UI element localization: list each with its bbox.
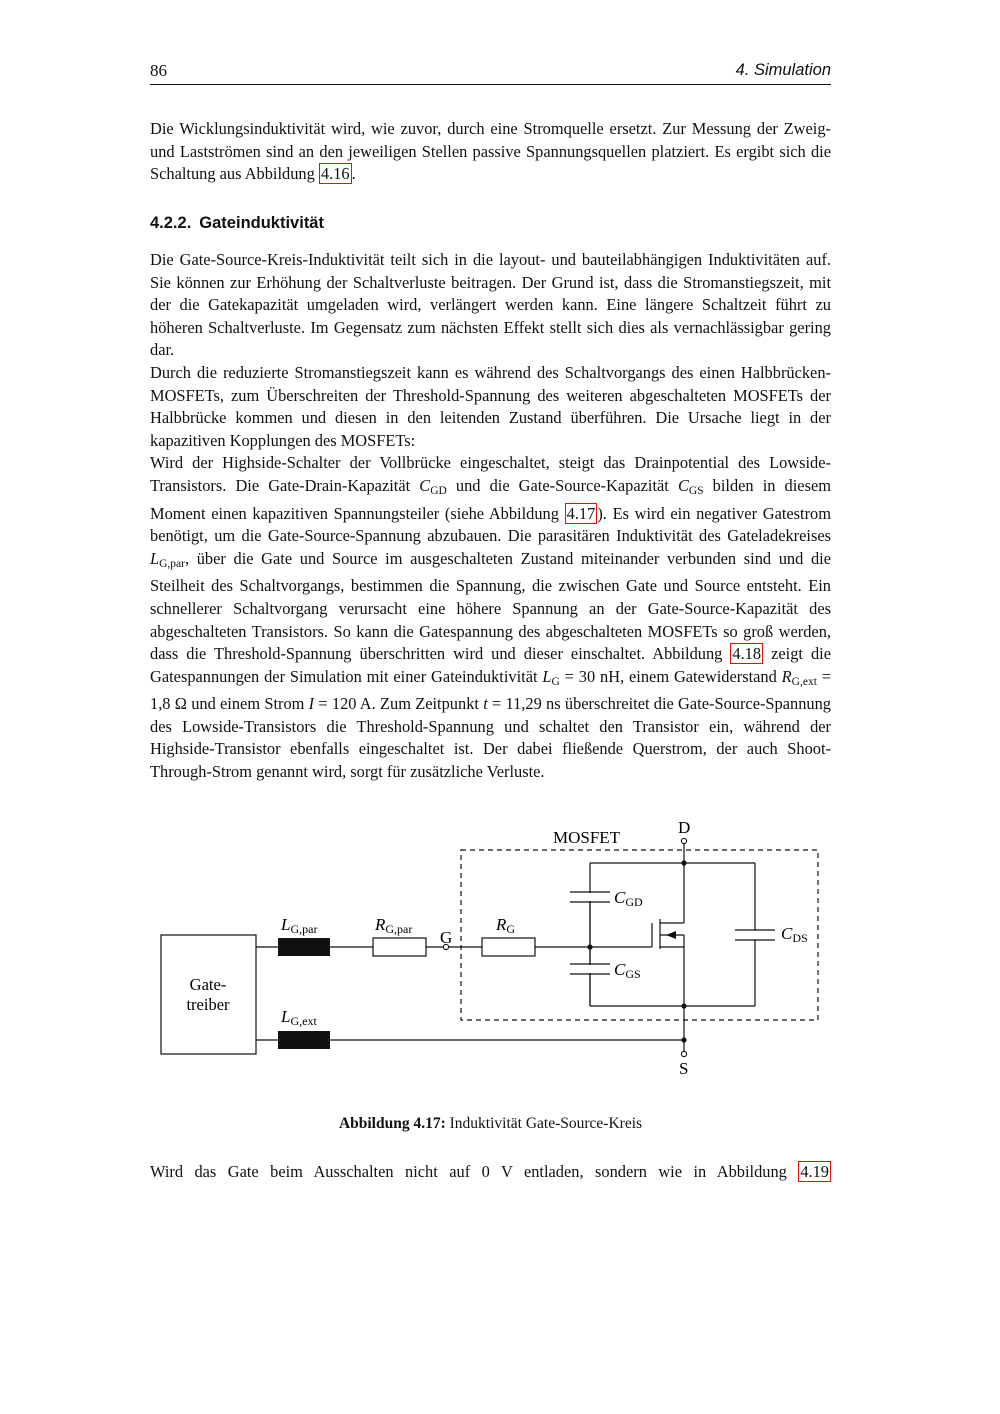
drain-terminal [681,838,686,843]
figure-caption [150,1115,831,1133]
math-t: t [483,694,488,714]
circuit-figure [150,812,831,1087]
lgpar-inductor [278,938,330,956]
section-heading [150,214,324,233]
figure-ref-4-19[interactable]: 4.19 [800,1162,829,1181]
figure-ref-4-18[interactable]: 4.18 [732,644,762,664]
math-cgs: $C_{GS}$ [677,475,704,497]
paragraph-3: Wird der Highside-Schalter der Vollbrücke eingeschaltet, steigt das Drainpotential des Lowside-Transistors. Die Gate-Drain-Kapazität $C_{GD}$ und die Gate-Source-Kapazität $C_{GS}$ bilden in diesem Moment einen kapazitiven Spannungsteiler (siehe Abbildung 4.17 ). Es wird ein negativer Gatestrom benötigt, um die Gate-Source-Spannung abzubauen. Die parasitären Induktivität des Gateladekreises $L_{G,par}$, über die Gate und Source im ausgeschalteten Zustand miteinander verbunden sind und die Steilheit des Schaltvorgangs, bestimmen die Spannung, die zwischen Gate und Source entsteht. Ein schnellerer Schaltvorgang verursacht eine höhere Spannung an der Gate-Source-Kapazität des abgeschalteten Transistors. So kann die Gatespannung des abgeschalteten MOSFETs so groß werden, dass die Threshold-Spannung überschritten wird und dieser einschaltet. Abbildung 4.18 zeigt die Gatespannungen der Simulation mit einer Gateinduktivität $L_G = 30$ nH, einem Gatewiderstand $R_{G,ext} = 1,8$ Ω und einem Strom I = 120 A. Zum Zeitpunkt t = 11,29 ns überschreitet die Gate-Source-Spannung des Lowside-Transistors die Threshold-Spannung und schaltet den Transistor ein, während der Highside-Transistor ebenfalls eingeschaltet ist. Der dabei fließende Querstrom, der auch Shoot-Through-Strom genannt wird, sorgt für zusätzliche Verluste. [150,453,832,782]
figure-ref-4-16[interactable]: 4.16 [320,164,350,184]
rgpar-label: RG,par [375,915,413,936]
math-cgd: $C_{GD}$ [419,475,447,497]
page-header [150,59,831,85]
caption-text: Induktivität Gate-Source-Kreis [445,1115,643,1132]
drain-label: D [678,818,691,837]
intro-text: Die Wicklungsinduktivität wird, wie zuvor, durch eine Stromquelle ersetzt. Zur Messung der Zweig- und Lastströmen sind an den jeweiligen Stellen passive Spannungsquellen platziert. Es ergibt sich die Schaltung aus Abbildung [150,119,831,184]
chapter-title: 4. Simulation [735,61,831,79]
intro-end: . [351,164,356,184]
cds-label: CDS [781,924,808,945]
page-number: 86 [150,61,167,80]
math-lgpar: $L_{G,par}$ [150,548,185,570]
closing-line: Wird das Gate beim Ausschalten nicht auf 0 V entladen, sondern wie in Abbildung 4.19 [150,1162,829,1181]
gate-node [587,944,592,949]
circuit-diagram [150,812,831,1087]
driver-label-2: treiber [186,995,230,1014]
math-lg: $L_G$ [542,666,560,688]
lgext-label: LG,ext [281,1007,317,1028]
source-terminal [681,1051,686,1056]
source-label: S [679,1059,689,1078]
section-number: 4.2.2. [150,214,192,232]
rgpar-resistor [373,938,426,956]
figure-ref-4-17[interactable]: 4.17 [566,503,596,523]
rg-resistor [482,938,535,956]
zero-volt: 0 V [481,1162,513,1181]
math-i: I [308,694,315,714]
main-paragraphs [150,249,831,784]
section-title: Gateinduktivität [199,214,324,232]
math-rgext: $R_{G,ext}$ [781,666,817,688]
paragraph-1: Die Gate-Source-Kreis-Induktivität teilt sich in die layout- und bauteilabhängigen Induktivitäten auf. Sie können zur Erhöhung der Schaltverluste beitragen. Der Grund ist, dass die Stromanstiegszeit, mit der die Gatekapazität umgeladen wird, verlängert werden kann. Eine längere Schaltzeit führt zu höheren Schaltverluste. Im Gegensatz zum nächsten Effekt stellt sich dies als vernachlässigbar gering dar. [150,250,831,360]
caption-label: Abbildung 4.17: [338,1115,446,1132]
cgs-label: CGS [614,960,641,981]
mosfet-label: MOSFET [553,828,621,847]
lgext-inductor [278,1031,330,1049]
driver-label-1: Gate- [189,975,227,994]
rg-label: RG [496,915,516,936]
intro-paragraph [150,118,831,186]
paragraph-2: Durch die reduzierte Stromanstiegszeit kann es während des Schaltvorgangs des einen Halbbrücken-MOSFETs, zum Überschreiten der Threshold-Spannung des weiteren abgeschalteten MOSFETs der Halbbrücke kommen und diesen in den leitenden Zustand überführen. Die Ursache liegt in der kapazitiven Kopplungen des MOSFETs: [150,362,831,450]
gate-label: G [440,928,453,947]
transistor-arrow [666,931,676,939]
lgpar-label: LG,par [281,915,318,936]
cgd-label: CGD [614,888,643,909]
